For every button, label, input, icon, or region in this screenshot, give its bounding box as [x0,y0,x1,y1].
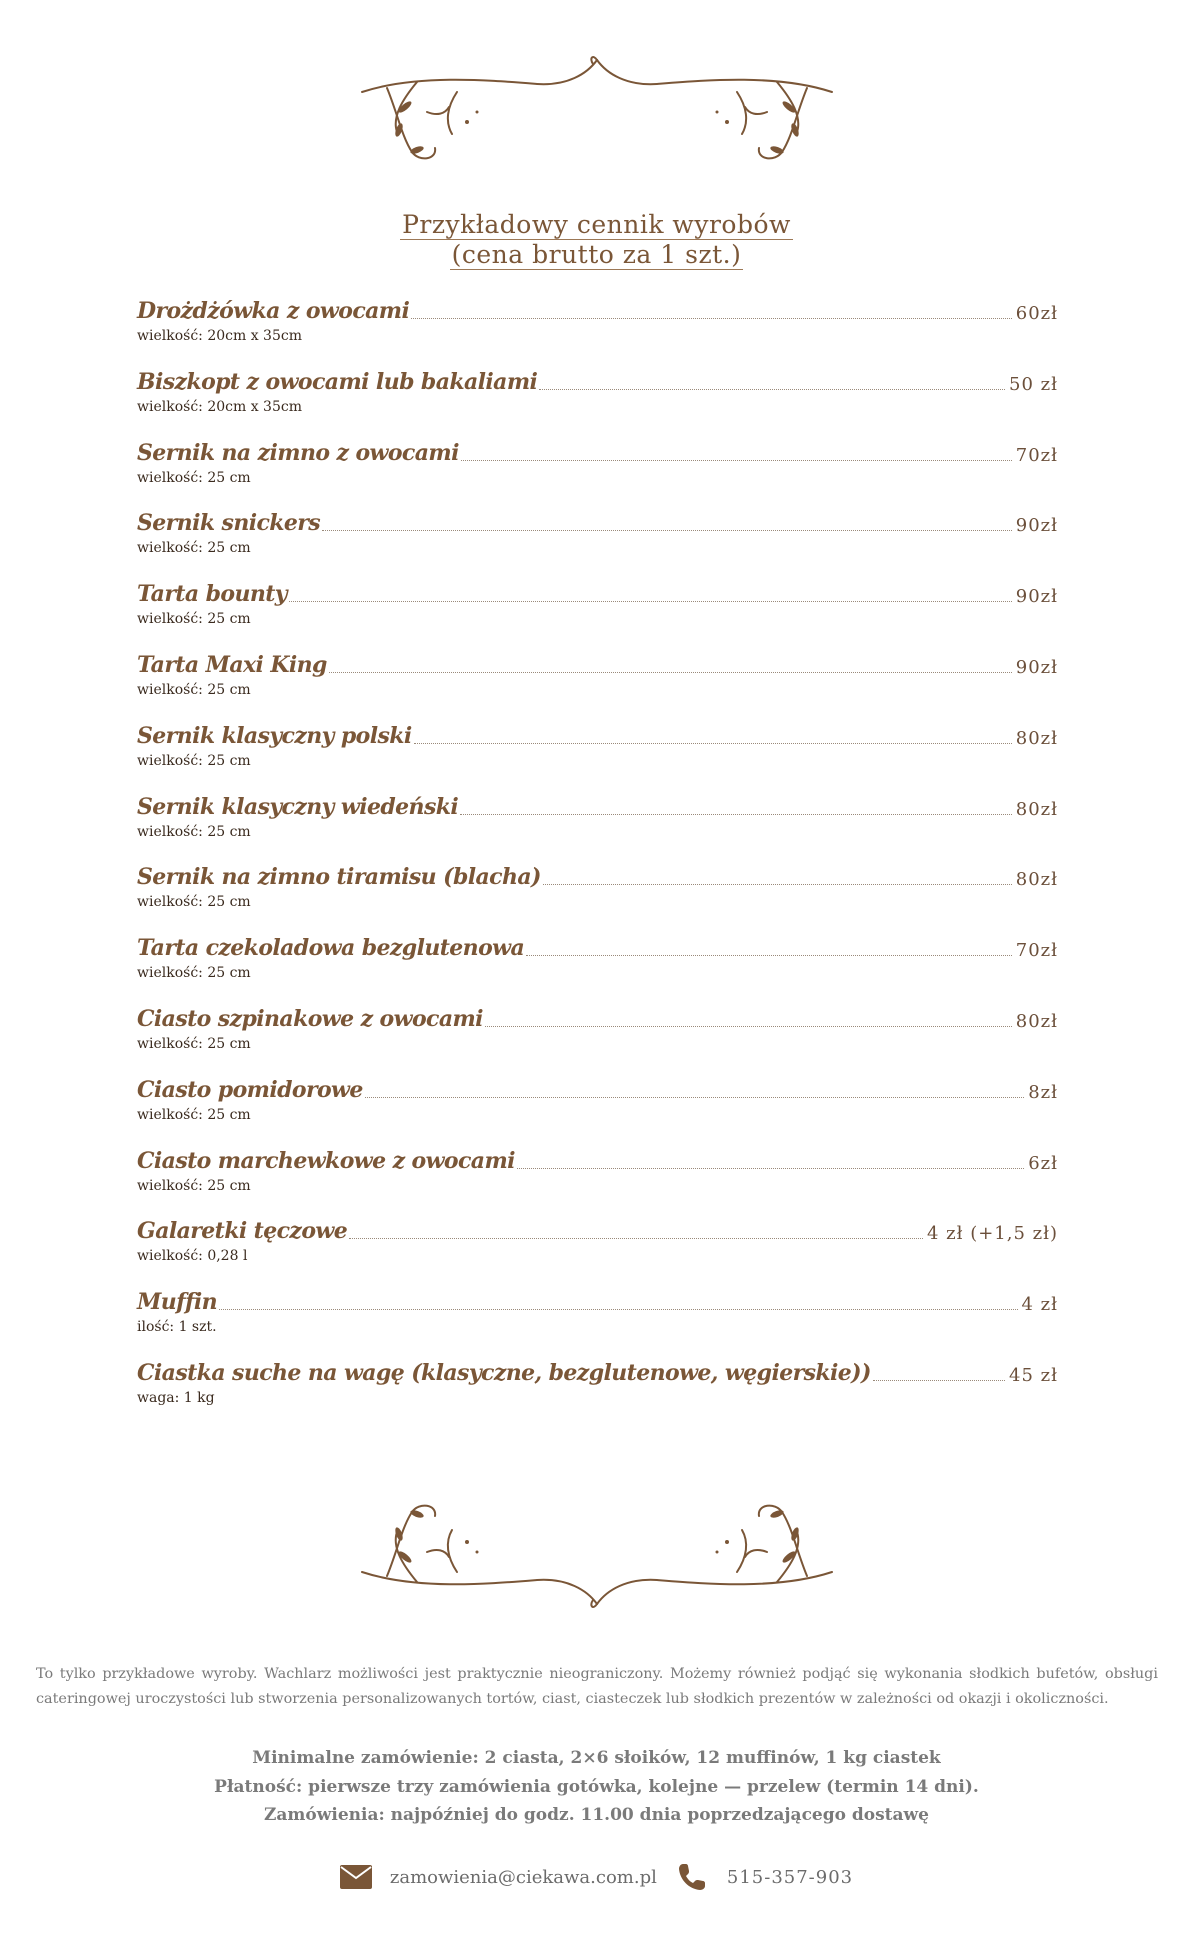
item-name: Ciastka suche na wagę (klasyczne, bezglutenowe, węgierskie)) [137,1359,871,1386]
item-price: 80zł [1015,869,1058,891]
menu-item-row [137,1352,1058,1386]
offer-note: To tylko przykładowe wyroby. Wachlarz możliwości jest praktycznie nieograniczony. Możemy również podjąć się wykonania słodkich bufetów, obsługi cateringowej uroczystości lub stworzenia personalizowanych tortów, ciast, ciasteczek lub słodkich prezentów w zależności od okazji i okoliczności. [36,1666,1158,1708]
menu-item [137,1210,1058,1281]
item-name: Biszkopt z owocami lub bakaliami [137,368,538,395]
menu-item [137,1281,1058,1352]
item-price: 70zł [1015,940,1058,962]
ornament-bottom [357,1492,837,1612]
price-list [137,290,1058,1423]
envelope-icon [340,1865,372,1889]
item-size: wielkość: 25 cm [137,894,251,911]
payment-terms: Płatność: pierwsze trzy zamówienia gotówka, kolejne — przelew (termin 14 dni). [214,1776,979,1797]
item-size: wielkość: 20cm x 35cm [137,328,302,344]
item-price: 4 zł [1021,1294,1058,1316]
ornament-top [357,52,837,172]
item-name: Tarta bounty [137,581,287,608]
order-terms [0,1744,1193,1830]
item-price: 90zł [1015,656,1058,678]
menu-item [137,715,1058,786]
menu-item-row [137,786,1058,820]
price-list-title [0,210,1193,270]
phone-number[interactable]: 515-357-903 [726,1866,854,1888]
item-name: Ciasto pomidorowe [137,1076,363,1103]
item-price: 8zł [1028,1081,1058,1103]
dotted-leader [526,954,1012,956]
dotted-leader [219,1308,1017,1310]
dotted-leader [873,1379,1005,1381]
item-size: wielkość: 25 cm [137,752,251,769]
item-name: Sernik klasyczny polski [137,722,412,749]
item-name: Galaretki tęczowe [137,1218,348,1245]
item-name: Ciasto marchewkowe z owocami [137,1147,515,1174]
title-line-2: (cena brutto za 1 szt.) [451,240,742,269]
item-size: wielkość: 25 cm [137,1035,251,1052]
dotted-leader [349,1237,923,1239]
minimum-order: Minimalne zamówienie: 2 ciasta, 2×6 słoików, 12 muffinów, 1 kg ciastek [252,1748,941,1768]
item-size: waga: 1 kg [137,1389,215,1406]
item-size: wielkość: 25 cm [137,1177,251,1194]
item-name: Muffin [137,1289,218,1316]
title-line-1: Przykładowy cennik wyrobów [402,210,791,239]
dotted-leader [543,883,1012,885]
phone-icon [677,1862,707,1892]
item-price: 80zł [1015,727,1058,749]
dotted-leader [414,742,1012,744]
menu-item [137,998,1058,1069]
menu-item [137,644,1058,715]
menu-item-row [137,573,1058,607]
dotted-leader [289,600,1012,602]
menu-item-row [137,290,1058,324]
menu-item [137,786,1058,857]
dotted-leader [411,317,1012,319]
item-price: 60zł [1015,303,1058,324]
item-price: 45 zł [1009,1364,1058,1386]
menu-item-row [137,644,1058,678]
item-name: Sernik snickers [137,510,321,537]
item-size: wielkość: 25 cm [137,965,251,982]
menu-item [137,290,1058,361]
item-price: 4 zł (+1,5 zł) [926,1223,1058,1245]
menu-item-row [137,432,1058,466]
item-price: 90zł [1015,586,1058,608]
contact-bar [0,1862,1193,1892]
menu-item-row [137,856,1058,890]
menu-item [137,856,1058,927]
item-name: Ciasto szpinakowe z owocami [137,1005,483,1032]
email-address[interactable]: zamowienia@ciekawa.com.pl [389,1866,657,1888]
email-contact[interactable] [340,1865,677,1889]
menu-item-row [137,715,1058,749]
order-deadline: Zamówienia: najpóźniej do godz. 11.00 dnia poprzedzającego dostawę [263,1805,930,1825]
menu-item-row [137,1140,1058,1174]
dotted-leader [329,671,1012,673]
item-size: wielkość: 25 cm [137,681,251,698]
dotted-leader [322,529,1012,531]
item-price: 6zł [1028,1152,1058,1174]
menu-item-row [137,1210,1058,1244]
menu-item [137,502,1058,573]
menu-item-row [137,361,1058,395]
item-name: Sernik klasyczny wiedeński [137,793,459,820]
item-size: wielkość: 25 cm [137,1106,251,1123]
item-name: Drożdżówka z owocami [137,298,410,324]
item-size: wielkość: 25 cm [137,469,251,486]
item-price: 80zł [1015,1010,1058,1032]
menu-item-row [137,1281,1058,1315]
menu-item-row [137,502,1058,536]
phone-contact[interactable] [677,1862,853,1892]
menu-item-row [137,927,1058,961]
menu-item [137,432,1058,503]
item-price: 70zł [1015,444,1058,466]
dotted-leader [460,813,1012,815]
menu-item-row [137,998,1058,1032]
item-price: 80zł [1015,798,1058,820]
dotted-leader [365,1096,1024,1098]
item-size: wielkość: 25 cm [137,611,251,628]
menu-item [137,927,1058,998]
menu-item [137,1352,1058,1423]
menu-item [137,573,1058,644]
dotted-leader [517,1167,1024,1169]
item-name: Sernik na zimno z owocami [137,439,459,466]
dotted-leader [539,388,1005,390]
item-price: 90zł [1015,515,1058,537]
menu-item-row [137,1069,1058,1103]
menu-item [137,361,1058,432]
dotted-leader [485,1025,1012,1027]
item-size: wielkość: 25 cm [137,823,251,840]
dotted-leader [461,459,1012,461]
item-size: wielkość: 0,28 l [137,1248,248,1265]
item-size: ilość: 1 szt. [137,1319,217,1336]
item-name: Tarta czekoladowa bezglutenowa [137,935,525,962]
item-name: Tarta Maxi King [137,651,327,678]
item-size: wielkość: 25 cm [137,540,251,557]
item-size: wielkość: 20cm x 35cm [137,398,302,415]
menu-item [137,1069,1058,1140]
item-price: 50 zł [1009,373,1058,395]
menu-item [137,1140,1058,1211]
item-name: Sernik na zimno tiramisu (blacha) [137,864,541,891]
